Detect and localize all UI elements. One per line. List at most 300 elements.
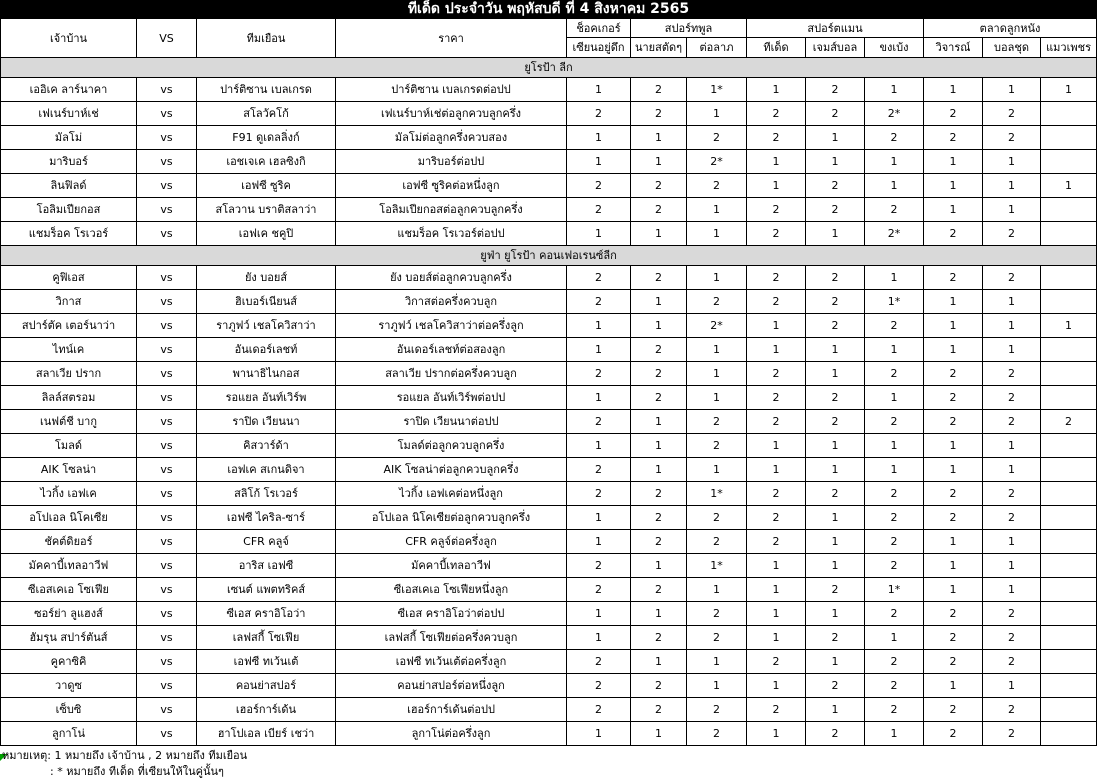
tip-cell: 2 xyxy=(747,650,806,674)
footer-notes xyxy=(0,748,1097,780)
header-tipster: เซียนอยู่ดึก xyxy=(567,38,631,58)
tip-cell: 1 xyxy=(687,458,747,482)
tip-cell: 2 xyxy=(687,530,747,554)
tip-cell: 2 xyxy=(865,126,924,150)
tip-cell: 2 xyxy=(687,434,747,458)
tip-cell: 1 xyxy=(924,78,983,102)
tip-cell: 1 xyxy=(983,78,1041,102)
odds-price: มาริบอร์ต่อปป xyxy=(336,150,567,174)
tip-cell: 2 xyxy=(865,410,924,434)
tip-cell: 2 xyxy=(924,102,983,126)
tip-cell: 2 xyxy=(631,102,687,126)
away-team: เซนต์ แพตทริคส์ xyxy=(197,578,336,602)
tip-cell: 2 xyxy=(567,410,631,434)
header-group-shocker: ช็อคเกอร์ xyxy=(567,19,631,38)
tip-cell: 1 xyxy=(983,530,1041,554)
tip-cell: 2 xyxy=(806,102,865,126)
home-team: AIK โซลน่า xyxy=(1,458,137,482)
tip-cell: 2 xyxy=(687,410,747,434)
tip-cell: 1 xyxy=(687,650,747,674)
home-team: เฟเนร์บาห์เช่ xyxy=(1,102,137,126)
tip-cell: 1 xyxy=(983,174,1041,198)
away-team: พานาธิไนกอส xyxy=(197,362,336,386)
tip-cell: 2 xyxy=(983,506,1041,530)
match-row xyxy=(1,458,1097,482)
tip-cell: 1 xyxy=(983,458,1041,482)
tip-cell: 1* xyxy=(687,78,747,102)
home-team: มาริบอร์ xyxy=(1,150,137,174)
tip-cell xyxy=(1041,650,1097,674)
vs-label: vs xyxy=(137,434,197,458)
tip-cell: 2 xyxy=(747,198,806,222)
match-row xyxy=(1,314,1097,338)
match-row xyxy=(1,126,1097,150)
vs-label: vs xyxy=(137,650,197,674)
tip-cell: 1 xyxy=(865,434,924,458)
tip-cell: 2 xyxy=(631,506,687,530)
tip-cell: 1 xyxy=(687,198,747,222)
away-team: คิสวาร์ด้า xyxy=(197,434,336,458)
home-team: เนฟต์ชี บากู xyxy=(1,410,137,434)
odds-price: ราปิด เวียนนาต่อปป xyxy=(336,410,567,434)
tip-cell: 1 xyxy=(865,626,924,650)
tip-cell: 1 xyxy=(631,314,687,338)
tip-cell: 1 xyxy=(865,338,924,362)
vs-label: vs xyxy=(137,314,197,338)
vs-label: vs xyxy=(137,266,197,290)
tip-cell: 2 xyxy=(983,410,1041,434)
tip-cell: 2 xyxy=(806,722,865,746)
tip-cell xyxy=(1041,578,1097,602)
vs-label: vs xyxy=(137,198,197,222)
tip-cell: 1 xyxy=(924,198,983,222)
tip-cell: 2 xyxy=(747,482,806,506)
tip-cell: 1 xyxy=(631,290,687,314)
vs-label: vs xyxy=(137,126,197,150)
tip-cell: 1 xyxy=(983,434,1041,458)
home-team: อโปเอล นิโคเซีย xyxy=(1,506,137,530)
tip-cell: 1 xyxy=(924,578,983,602)
tip-cell: 2 xyxy=(924,602,983,626)
tip-cell: 1 xyxy=(567,338,631,362)
odds-price: คอนย่าสปอร์ต่อหนึ่งลูก xyxy=(336,674,567,698)
tip-cell: 1 xyxy=(747,626,806,650)
tip-cell: 1 xyxy=(747,150,806,174)
tip-cell: 1 xyxy=(806,458,865,482)
tip-cell: 1 xyxy=(924,150,983,174)
tip-cell xyxy=(1041,698,1097,722)
tip-cell: 1 xyxy=(983,198,1041,222)
match-row xyxy=(1,722,1097,746)
tip-cell: 1* xyxy=(687,554,747,578)
away-team: ซีเอส คราอิโอว่า xyxy=(197,602,336,626)
away-team: ฮาโปเอล เบียร์ เชว่า xyxy=(197,722,336,746)
tip-cell: 1 xyxy=(924,434,983,458)
vs-label: vs xyxy=(137,362,197,386)
home-team: สลาเวีย ปราก xyxy=(1,362,137,386)
tip-cell: 2 xyxy=(747,290,806,314)
tip-cell: 1 xyxy=(631,722,687,746)
tip-cell: 1 xyxy=(806,506,865,530)
tip-cell: 2 xyxy=(924,222,983,246)
tip-cell xyxy=(1041,434,1097,458)
odds-price: ซีเอส คราอิโอว่าต่อปป xyxy=(336,602,567,626)
tip-cell: 2 xyxy=(567,266,631,290)
tip-cell: 2 xyxy=(806,674,865,698)
tip-cell: 2 xyxy=(806,578,865,602)
tip-cell xyxy=(1041,482,1097,506)
tip-cell xyxy=(1041,222,1097,246)
tip-cell xyxy=(1041,626,1097,650)
tip-cell: 2 xyxy=(567,554,631,578)
vs-label: vs xyxy=(137,674,197,698)
match-row xyxy=(1,410,1097,434)
tip-cell: 1 xyxy=(567,722,631,746)
tip-cell: 1 xyxy=(924,530,983,554)
odds-price: อันเดอร์เลชท์ต่อสองลูก xyxy=(336,338,567,362)
tip-cell: 1 xyxy=(567,78,631,102)
vs-label: vs xyxy=(137,530,197,554)
tip-cell: 2 xyxy=(631,266,687,290)
tip-cell: 2 xyxy=(567,198,631,222)
away-team: ปาร์ติซาน เบลเกรด xyxy=(197,78,336,102)
away-team: เลฟสกี้ โซเฟีย xyxy=(197,626,336,650)
odds-price: ลูกาโน่ต่อครึ่งลูก xyxy=(336,722,567,746)
tip-cell: 2 xyxy=(631,578,687,602)
tip-cell: 1 xyxy=(631,222,687,246)
odds-price: อโปเอล นิโคเซียต่อลูกควบลูกครึ่ง xyxy=(336,506,567,530)
tip-cell: 2 xyxy=(687,506,747,530)
header-row-groups xyxy=(1,19,1097,38)
tip-cell: 1 xyxy=(924,458,983,482)
tip-cell: 1 xyxy=(983,674,1041,698)
tip-cell: 1 xyxy=(924,554,983,578)
tip-cell: 1 xyxy=(747,434,806,458)
tip-cell: 2 xyxy=(687,126,747,150)
tip-cell: 1 xyxy=(924,290,983,314)
tip-cell: 2* xyxy=(865,102,924,126)
away-team: ฮิเบอร์เนียนส์ xyxy=(197,290,336,314)
home-team: ชัคต์ดิยอร์ xyxy=(1,530,137,554)
tip-cell: 1 xyxy=(747,602,806,626)
tip-cell: 2 xyxy=(631,362,687,386)
tip-cell: 1 xyxy=(806,150,865,174)
tip-cell: 1 xyxy=(687,578,747,602)
tip-cell: 2 xyxy=(567,174,631,198)
tip-cell: 2 xyxy=(806,290,865,314)
vs-label: vs xyxy=(137,174,197,198)
tip-cell xyxy=(1041,102,1097,126)
header-tipster: บอลชุด xyxy=(983,38,1041,58)
section-name: ยูฟ่า ยูโรป้า คอนเฟอเรนซ์ลีก xyxy=(1,246,1097,266)
tip-cell: 1 xyxy=(865,458,924,482)
header-group-sportpool: สปอร์ทพูล xyxy=(631,19,747,38)
tip-cell: 1 xyxy=(924,674,983,698)
tip-cell: 2 xyxy=(567,674,631,698)
match-row xyxy=(1,290,1097,314)
tip-cell: 1 xyxy=(806,338,865,362)
tip-cell: 2* xyxy=(687,314,747,338)
home-team: คูฟิเอส xyxy=(1,266,137,290)
tip-cell: 2 xyxy=(631,78,687,102)
away-team: เอฟซี ซูริค xyxy=(197,174,336,198)
tip-cell: 1 xyxy=(631,554,687,578)
tip-cell: 2 xyxy=(567,482,631,506)
tip-cell: 2 xyxy=(687,698,747,722)
tip-cell: 2 xyxy=(983,386,1041,410)
vs-label: vs xyxy=(137,602,197,626)
tip-cell: 1 xyxy=(631,602,687,626)
odds-price: โมลด์ต่อลูกควบลูกครึ่ง xyxy=(336,434,567,458)
vs-label: vs xyxy=(137,482,197,506)
tip-cell: 1 xyxy=(567,506,631,530)
home-team: ไวกิ้ง เอฟเค xyxy=(1,482,137,506)
odds-price: ซีเอสเคเอ โซเฟียหนึ่งลูก xyxy=(336,578,567,602)
tip-cell: 1 xyxy=(747,314,806,338)
tip-cell: 2 xyxy=(865,650,924,674)
tip-cell: 1 xyxy=(806,554,865,578)
odds-price: เฮอร์การ์เด้นต่อปป xyxy=(336,698,567,722)
header-tipster: เจมส์บอล xyxy=(806,38,865,58)
tip-cell: 2 xyxy=(747,266,806,290)
away-team: F91 ดูเดลลิ่งก์ xyxy=(197,126,336,150)
tip-cell: 1 xyxy=(631,434,687,458)
home-team: คูคาซิคิ xyxy=(1,650,137,674)
tip-cell: 2 xyxy=(924,722,983,746)
odds-price: มัลโม่ต่อลูกครึ่งควบสอง xyxy=(336,126,567,150)
tip-cell xyxy=(1041,602,1097,626)
vs-label: vs xyxy=(137,386,197,410)
tip-cell: 2 xyxy=(806,198,865,222)
tip-cell: 2 xyxy=(865,482,924,506)
odds-price: แชมร็อค โรเวอร์ต่อปป xyxy=(336,222,567,246)
tip-cell: 1 xyxy=(687,102,747,126)
tip-cell xyxy=(1041,338,1097,362)
match-row xyxy=(1,386,1097,410)
vs-label: vs xyxy=(137,554,197,578)
vs-label: vs xyxy=(137,626,197,650)
match-row xyxy=(1,554,1097,578)
match-row xyxy=(1,150,1097,174)
tip-cell: 2 xyxy=(747,362,806,386)
header-price: ราคา xyxy=(336,19,567,58)
tip-cell: 2 xyxy=(687,626,747,650)
home-team: มัคคาบี้เทลอาวีฟ xyxy=(1,554,137,578)
tip-cell: 1 xyxy=(567,626,631,650)
tip-cell: 2 xyxy=(806,174,865,198)
tip-cell: 2 xyxy=(983,266,1041,290)
away-team: ราปิด เวียนนา xyxy=(197,410,336,434)
match-row xyxy=(1,266,1097,290)
tip-cell xyxy=(1041,554,1097,578)
match-row xyxy=(1,578,1097,602)
odds-price: ราภูฟว์ เชลโควิสาว่าต่อครึ่งลูก xyxy=(336,314,567,338)
tip-cell: 1 xyxy=(631,650,687,674)
vs-label: vs xyxy=(137,410,197,434)
header-group-talad-lukhnang: ตลาดลูกหนัง xyxy=(924,19,1097,38)
tip-cell: 1 xyxy=(567,126,631,150)
header-tipster: วิจารณ์ xyxy=(924,38,983,58)
tip-cell xyxy=(1041,150,1097,174)
match-row xyxy=(1,674,1097,698)
tip-cell: 1 xyxy=(865,78,924,102)
tip-cell: 1 xyxy=(567,150,631,174)
tip-cell: 1 xyxy=(687,362,747,386)
home-team: ลินฟิลด์ xyxy=(1,174,137,198)
tip-cell: 1 xyxy=(983,314,1041,338)
tip-cell: 1 xyxy=(687,266,747,290)
tip-cell: 1 xyxy=(1041,174,1097,198)
tip-cell: 2 xyxy=(631,386,687,410)
tip-cell: 1 xyxy=(687,674,747,698)
tip-cell: 1 xyxy=(806,362,865,386)
home-team: วาดูซ xyxy=(1,674,137,698)
tip-cell: 2 xyxy=(567,362,631,386)
tip-cell: 2 xyxy=(806,386,865,410)
tip-cell: 1 xyxy=(687,222,747,246)
tip-cell: 2 xyxy=(865,602,924,626)
tip-cell: 2 xyxy=(806,78,865,102)
away-team: ราภูฟว์ เชลโควิสาว่า xyxy=(197,314,336,338)
header-tipster: แมวเพชร xyxy=(1041,38,1097,58)
tip-cell: 2 xyxy=(983,602,1041,626)
tip-cell: 1 xyxy=(983,554,1041,578)
away-team: ยัง บอยส์ xyxy=(197,266,336,290)
tip-cell: 2 xyxy=(631,530,687,554)
tip-cell: 1 xyxy=(806,126,865,150)
vs-label: vs xyxy=(137,578,197,602)
tip-cell: 2 xyxy=(924,626,983,650)
match-row xyxy=(1,698,1097,722)
tip-cell: 2 xyxy=(983,698,1041,722)
odds-price: CFR คลูจ์ต่อครึ่งลูก xyxy=(336,530,567,554)
vs-label: vs xyxy=(137,290,197,314)
note-line-2: : * หมายถึง ทีเด็ด ที่เซียนให้ในคู่นั้นๆ xyxy=(50,765,224,778)
away-team: เฮอร์การ์เด้น xyxy=(197,698,336,722)
tip-cell: 2 xyxy=(806,626,865,650)
tip-cell: 1 xyxy=(1041,314,1097,338)
match-row xyxy=(1,78,1097,102)
tip-cell: 1 xyxy=(567,434,631,458)
section-header-row xyxy=(1,58,1097,78)
tip-cell: 1 xyxy=(631,458,687,482)
tip-cell: 1 xyxy=(865,174,924,198)
home-team: เออิเค ลาร์นาคา xyxy=(1,78,137,102)
tip-cell: 2 xyxy=(747,410,806,434)
tip-cell: 2 xyxy=(865,530,924,554)
tip-cell: 1 xyxy=(865,266,924,290)
tip-cell: 2 xyxy=(1041,410,1097,434)
odds-price: วิกาสต่อครึ่งควบลูก xyxy=(336,290,567,314)
home-team: แชมร็อค โรเวอร์ xyxy=(1,222,137,246)
match-row xyxy=(1,482,1097,506)
away-team: เอชเจเค เฮลซิงกิ xyxy=(197,150,336,174)
tip-cell: 2 xyxy=(747,698,806,722)
tip-cell: 1 xyxy=(747,554,806,578)
tip-cell: 1 xyxy=(806,602,865,626)
tip-cell: 1 xyxy=(924,174,983,198)
tip-cell: 2 xyxy=(687,722,747,746)
tip-cell: 2 xyxy=(983,102,1041,126)
home-team: ฮัมรุน สปาร์ตันส์ xyxy=(1,626,137,650)
tip-cell: 1 xyxy=(631,126,687,150)
tip-cell: 1 xyxy=(747,674,806,698)
away-team: รอแยล อันท์เวิร์พ xyxy=(197,386,336,410)
tip-cell: 2 xyxy=(806,410,865,434)
tip-cell xyxy=(1041,530,1097,554)
odds-price: เลฟสกี้ โซเฟียต่อครึ่งควบลูก xyxy=(336,626,567,650)
tip-cell xyxy=(1041,506,1097,530)
tip-cell: 2 xyxy=(806,266,865,290)
tip-cell: 2 xyxy=(631,674,687,698)
odds-price: รอแยล อันท์เวิร์พต่อปป xyxy=(336,386,567,410)
tip-cell: 2 xyxy=(865,554,924,578)
away-team: เอฟซี ทเว้นเต้ xyxy=(197,650,336,674)
tip-cell: 1 xyxy=(747,78,806,102)
home-team: เซ็บซิ xyxy=(1,698,137,722)
match-row xyxy=(1,506,1097,530)
tip-cell: 2 xyxy=(567,578,631,602)
tip-cell: 2 xyxy=(924,650,983,674)
match-row xyxy=(1,102,1097,126)
tip-cell: 1 xyxy=(806,530,865,554)
odds-price: สลาเวีย ปรากต่อครึ่งควบลูก xyxy=(336,362,567,386)
tip-cell: 2 xyxy=(865,198,924,222)
tip-cell: 2 xyxy=(806,314,865,338)
vs-label: vs xyxy=(137,222,197,246)
header-home: เจ้าบ้าน xyxy=(1,19,137,58)
tip-cell: 1 xyxy=(865,386,924,410)
tip-cell xyxy=(1041,126,1097,150)
home-team: ซีเอสเคเอ โซเฟีย xyxy=(1,578,137,602)
match-row xyxy=(1,626,1097,650)
home-team: โอลิมเปียกอส xyxy=(1,198,137,222)
odds-price: โอลิมเปียกอสต่อลูกควบลูกครึ่ง xyxy=(336,198,567,222)
tip-cell: 1 xyxy=(687,386,747,410)
tip-cell xyxy=(1041,458,1097,482)
header-tipster: ขงเบ้ง xyxy=(865,38,924,58)
vs-label: vs xyxy=(137,722,197,746)
tip-cell: 2 xyxy=(865,698,924,722)
tip-cell: 1 xyxy=(631,150,687,174)
header-tipster: นายสตัดๆ xyxy=(631,38,687,58)
tip-cell: 1 xyxy=(567,314,631,338)
tips-table xyxy=(0,18,1097,746)
table-header xyxy=(1,19,1097,58)
tip-cell: 2 xyxy=(567,650,631,674)
tip-cell: 2 xyxy=(747,506,806,530)
tip-cell: 2 xyxy=(687,290,747,314)
away-team: สโลวัคโก้ xyxy=(197,102,336,126)
tip-cell xyxy=(1041,290,1097,314)
tip-cell xyxy=(1041,674,1097,698)
match-row xyxy=(1,434,1097,458)
tip-cell: 1 xyxy=(567,222,631,246)
tip-cell: 2 xyxy=(747,126,806,150)
tip-cell: 1 xyxy=(806,650,865,674)
home-team: มัลโม่ xyxy=(1,126,137,150)
away-team: สลิโก้ โรเวอร์ xyxy=(197,482,336,506)
tip-cell xyxy=(1041,722,1097,746)
tip-cell: 2 xyxy=(983,362,1041,386)
tip-cell: 1 xyxy=(865,722,924,746)
vs-label: vs xyxy=(137,150,197,174)
tip-cell: 2 xyxy=(631,174,687,198)
tip-cell: 2 xyxy=(567,102,631,126)
tip-cell: 2 xyxy=(631,626,687,650)
tip-cell: 2 xyxy=(865,674,924,698)
tip-cell: 2 xyxy=(983,650,1041,674)
